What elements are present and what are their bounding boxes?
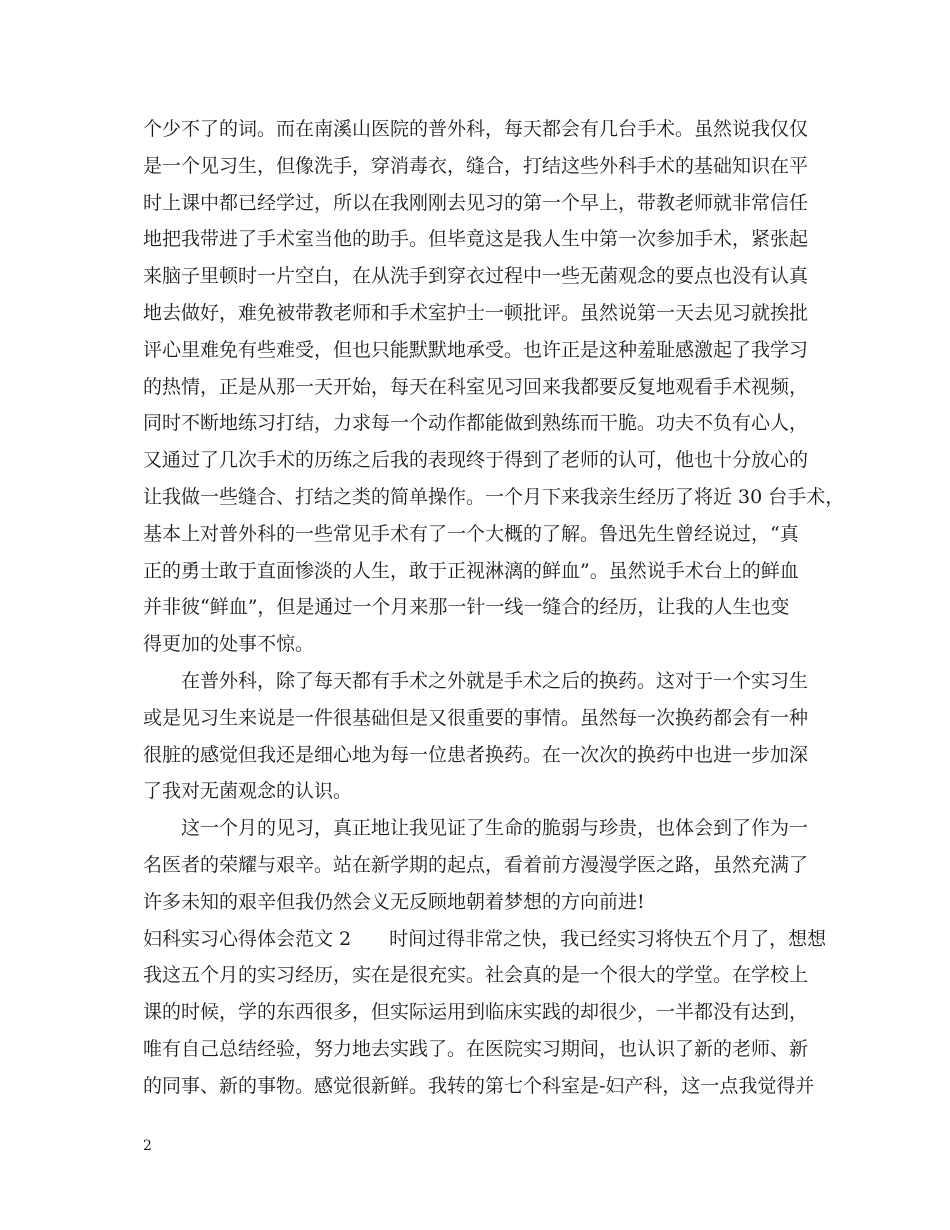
text-line: 地去做好，难免被带教老师和手术室护士一顿批评。虽然说第一天去见习就挨批 [143,301,809,324]
text-line: 同时不断地练习打结，力求每一个动作都能做到熟练而干脆。功夫不负有心人， [143,412,809,435]
text-line: 又通过了几次手术的历练之后我的表现终于得到了老师的认可，他也十分放心的 [143,449,809,472]
text-line: 或是见习生来说是一件很基础但是又很重要的事情。虽然每一次换药都会有一种 [143,706,809,729]
text-line: 我这五个月的实习经历，实在是很充实。社会真的是一个很大的学堂。在学校上 [143,964,809,987]
text-line: 的热情，正是从那一天开始，每天在科室见习回来我都要反复地观看手术视频， [143,375,809,398]
text-line: 许多未知的艰辛但我仍然会义无反顾地朝着梦想的方向前进! [143,890,645,913]
text-line: 并非彼“鲜血”，但是通过一个月来那一针一线一缝合的经历，让我的人生也变 [143,596,790,619]
text-line: 了我对无菌观念的认识。 [143,780,353,803]
text-line: 是一个见习生，但像洗手，穿消毒衣，缝合，打结这些外科手术的基础知识在平 [143,154,809,177]
text-line: 基本上对普外科的一些常见手术有了一个大概的了解。鲁迅先生曾经说过，“真 [143,522,799,545]
text-line: 个少不了的词。而在南溪山医院的普外科，每天都会有几台手术。虽然说我仅仅 [143,118,809,140]
text-line: 的同事、新的事物。感觉很新鲜。我转的第七个科室是-妇产科，这一点我觉得并 [143,1074,815,1097]
text-line: 这一个月的见习，真正地让我见证了生命的脆弱与珍贵，也体会到了作为一 [181,817,809,840]
text-line: 时上课中都已经学过，所以在我刚刚去见习的第一个早上，带教老师就非常信任 [143,191,809,214]
text-line: 名医者的荣耀与艰辛。站在新学期的起点，看着前方漫漫学医之路，虽然充满了 [143,853,809,876]
text-line: 唯有自己总结经验，努力地去实践了。在医院实习期间，也认识了新的老师、新 [143,1037,809,1060]
page-number: 2 [143,1138,152,1154]
text-line: 正的勇士敢于直面惨淡的人生，敢于正视淋漓的鲜血”。虽然说手术台上的鲜血 [143,559,799,582]
body-text [143,111,845,1105]
text-line: 在普外科，除了每天都有手术之外就是手术之后的换药。这对于一个实习生 [181,669,809,692]
text-line: 妇科实习心得体会范文 2 时间过得非常之快，我已经实习将快五个月了，想想 [143,927,827,950]
text-line: 地把我带进了手术室当他的助手。但毕竟这是我人生中第一次参加手术，紧张起 [143,228,809,251]
text-line: 得更加的处事不惊。 [143,633,315,656]
text-line: 评心里难免有些难受，但也只能默默地承受。也许正是这种羞耻感激起了我学习 [143,338,809,361]
text-line: 让我做一些缝合、打结之类的简单操作。一个月下来我亲生经历了将近 30 台手术， [143,485,845,508]
text-line: 很脏的感觉但我还是细心地为每一位患者换药。在一次次的换药中也进一步加深 [143,743,809,766]
text-line: 课的时候，学的东西很多，但实际运用到临床实践的却很少，一半都没有达到， [143,1001,809,1024]
text-line: 来脑子里顿时一片空白，在从洗手到穿衣过程中一些无菌观念的要点也没有认真 [143,265,809,288]
